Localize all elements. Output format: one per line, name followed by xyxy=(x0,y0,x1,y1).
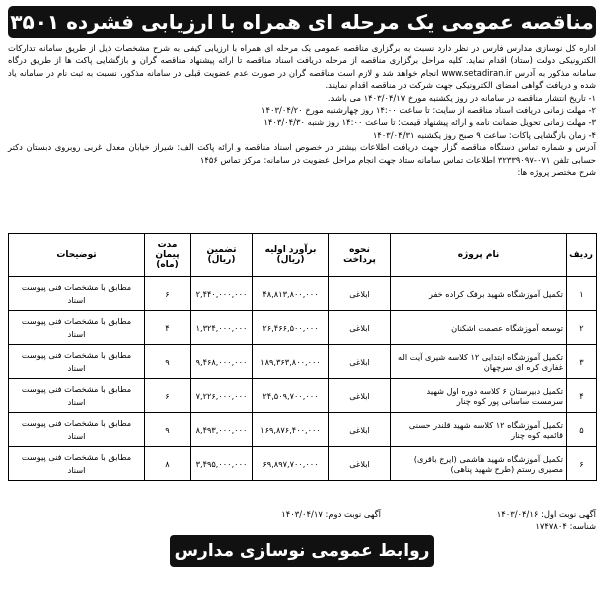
notes-value: مطابق با مشخصات فنی پیوست اسناد xyxy=(9,447,145,481)
address-paragraph: آدرس و شماره تماس دستگاه مناقصه گزار جهت دریافت اطلاعات بیشتر در خصوص اسناد مناقصه و ارائه پاکت الف: شیراز خیابان معدل غربی روبروی دبستان دکتر حسابی تلفن ۰۷۱-۳۲۳۳۹۰۹۷ اطلاعات تماس سامانه ستاد جهت انجام مراحل عضویت در سامانه: مرکز تماس ۱۴۵۶ xyxy=(8,142,596,165)
project-name: تکمیل آموزشگاه ۱۲ کلاسه شهید قلندر حسنی قائمیه کوه چنار xyxy=(391,413,567,447)
projects-table xyxy=(8,233,597,481)
duration-value: ۶ xyxy=(145,277,191,311)
table-row xyxy=(9,311,597,345)
document-deadline-item: ۲- مهلت زمانی دریافت اسناد مناقصه از سایت: تا ساعت ۱۴:۰۰ روز چهارشنبه مورخ ۱۴۰۳/۰۴/۲۰ xyxy=(261,105,596,116)
intro-section xyxy=(8,42,596,178)
header-project-name: نام پروژه xyxy=(391,234,567,277)
row-number: ۱ xyxy=(567,277,597,311)
payment-method: ابلاغی xyxy=(329,277,391,311)
first-ad-date: آگهی نوبت اول: ۱۴۰۳/۰۴/۱۶ xyxy=(496,509,596,519)
notes-value: مطابق با مشخصات فنی پیوست اسناد xyxy=(9,379,145,413)
header-duration: مدت پیمان (ماه) xyxy=(145,234,191,277)
intro-paragraph: اداره کل نوسازی مدارس فارس در نظر دارد نسبت به برگزاری مناقصه عمومی یک مرحله ای همراه با ارزیابی کیفی به شرح مشخصات ذیل از طریق سامانه تدارکات الکترونیکی دولت (ستاد) اقدام نماید. کلیه مراحل برگزاری مناقصه از مرحله دریافت اسناد مناقصه تا ارائه پیشنهاد مناقصه گران و بازگشایی پاکت ها از طریق درگاه سامانه مذکور به آدرس www.setadiran.ir انجام خواهد شد و لازم است مناقصه گران در صورت عدم عضویت قبلی در سامانه مذکور، نسبت به ثبت نام در سامانه یاد شده و دریافت گواهی امضای الکترونیکی جهت شرکت در مناقصه اقدام نمایند. xyxy=(8,43,596,91)
project-name: تکمیل آموزشگاه شهید برفک کراده خفر xyxy=(391,277,567,311)
guarantee-value: ۸,۴۹۳,۰۰۰,۰۰۰ xyxy=(191,413,253,447)
payment-method: ابلاغی xyxy=(329,311,391,345)
duration-value: ۴ xyxy=(145,311,191,345)
project-name: تکمیل آموزشگاه شهید هاشمی (ایرج باقری) مصیری رستم (طرح شهید پناهی) xyxy=(391,447,567,481)
guarantee-value: ۹,۴۶۸,۰۰۰,۰۰۰ xyxy=(191,345,253,379)
table-row xyxy=(9,345,597,379)
header-row-number: ردیف xyxy=(567,234,597,277)
table-row xyxy=(9,413,597,447)
notes-value: مطابق با مشخصات فنی پیوست اسناد xyxy=(9,345,145,379)
estimate-value: ۴۸,۸۱۳,۸۰۰,۰۰۰ xyxy=(253,277,329,311)
payment-method: ابلاغی xyxy=(329,447,391,481)
guarantee-value: ۷,۲۲۶,۰۰۰,۰۰۰ xyxy=(191,379,253,413)
header-guarantee: تضمین (ریال) xyxy=(191,234,253,277)
payment-method: ابلاغی xyxy=(329,379,391,413)
publisher-banner: روابط عمومی نوسازی مدارس فارس xyxy=(170,535,434,567)
duration-value: ۸ xyxy=(145,447,191,481)
project-name: تکمیل آموزشگاه ابتدایی ۱۲ کلاسه شیری آیت اله غفاری کره ای سرچهان xyxy=(391,345,567,379)
project-name: تکمیل دبیرستان ۶ کلاسه دوره اول شهید سرمست ساسانی پور کوه چنار xyxy=(391,379,567,413)
table-row xyxy=(9,379,597,413)
header-estimate: برآورد اولیه (ریال) xyxy=(253,234,329,277)
duration-value: ۹ xyxy=(145,345,191,379)
bid-deadline-item: ۳- مهلت زمانی تحویل ضمانت نامه و ارائه پیشنهاد قیمت: تا ساعت ۱۴:۰۰ روز شنبه ۱۴۰۳/۰۴/۳۰ xyxy=(263,117,596,128)
guarantee-value: ۳,۴۹۵,۰۰۰,۰۰۰ xyxy=(191,447,253,481)
row-number: ۳ xyxy=(567,345,597,379)
opening-time-item: ۴- زمان بازگشایی پاکات: ساعت ۹ صبح روز یکشنبه ۱۴۰۳/۰۴/۳۱ xyxy=(372,129,596,140)
table-header-row xyxy=(9,234,597,277)
estimate-value: ۱۸۹,۳۶۳,۸۰۰,۰۰۰ xyxy=(253,345,329,379)
row-number: ۲ xyxy=(567,311,597,345)
project-name: توسعه آموزشگاه عصمت اشکنان xyxy=(391,311,567,345)
second-ad-date: آگهی نوبت دوم: ۱۴۰۳/۰۴/۱۷ xyxy=(281,509,381,519)
estimate-value: ۱۶۹,۸۷۶,۴۰۰,۰۰۰ xyxy=(253,413,329,447)
header-notes: توضیحات xyxy=(9,234,145,277)
row-number: ۴ xyxy=(567,379,597,413)
notice-id: شناسه: ۱۷۴۷۸۰۴ xyxy=(535,521,596,531)
estimate-value: ۲۴,۵۰۹,۷۰۰,۰۰۰ xyxy=(253,379,329,413)
row-number: ۵ xyxy=(567,413,597,447)
table-row xyxy=(9,447,597,481)
table-row xyxy=(9,277,597,311)
duration-value: ۶ xyxy=(145,379,191,413)
header-payment-method: نحوه پرداخت xyxy=(329,234,391,277)
notes-value: مطابق با مشخصات فنی پیوست اسناد xyxy=(9,311,145,345)
duration-value: ۹ xyxy=(145,413,191,447)
estimate-value: ۲۶,۴۶۶,۵۰۰,۰۰۰ xyxy=(253,311,329,345)
guarantee-value: ۲,۴۴۰,۰۰۰,۰۰۰ xyxy=(191,277,253,311)
row-number: ۶ xyxy=(567,447,597,481)
notes-value: مطابق با مشخصات فنی پیوست اسناد xyxy=(9,277,145,311)
notice-title: مناقصه عمومی یک مرحله ای همراه با ارزیابی فشرده ۳۵۰۱ xyxy=(8,6,596,38)
payment-method: ابلاغی xyxy=(329,345,391,379)
payment-method: ابلاغی xyxy=(329,413,391,447)
summary-label: شرح مختصر پروژه ها: xyxy=(517,167,596,178)
notes-value: مطابق با مشخصات فنی پیوست اسناد xyxy=(9,413,145,447)
guarantee-value: ۱,۳۲۴,۰۰۰,۰۰۰ xyxy=(191,311,253,345)
publish-date-item: ۱- تاریخ انتشار مناقصه در سامانه در روز یکشنبه مورخ ۱۴۰۳/۰۴/۱۷ می باشد. xyxy=(327,92,596,103)
estimate-value: ۶۹,۸۹۷,۷۰۰,۰۰۰ xyxy=(253,447,329,481)
